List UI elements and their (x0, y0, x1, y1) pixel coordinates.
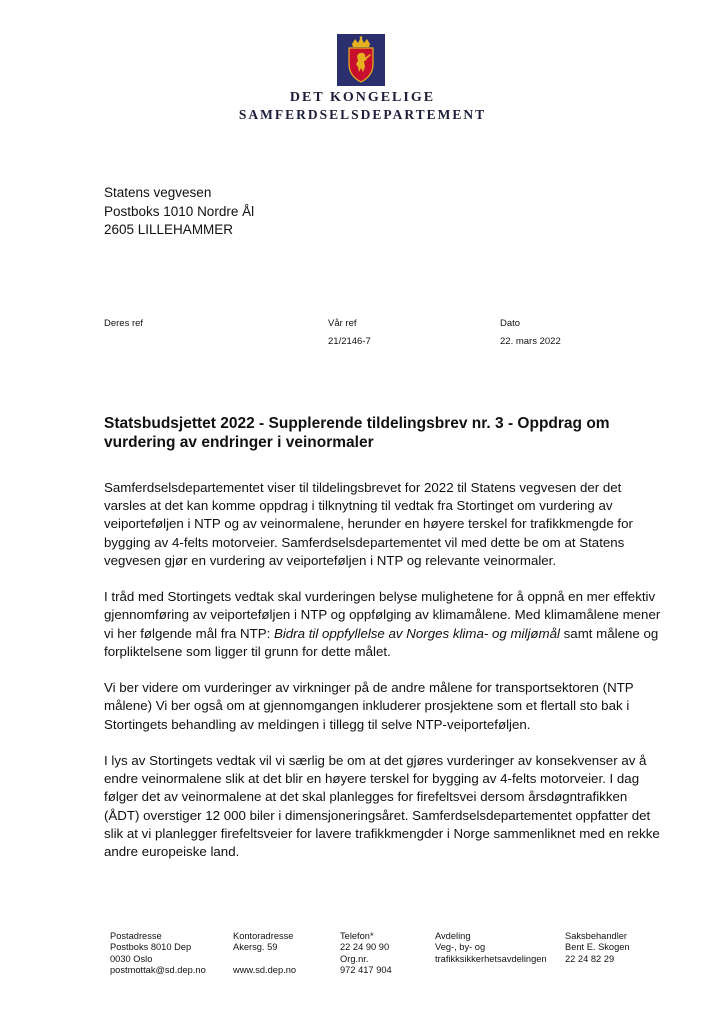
paragraph-2-text-b: samt målene og forpliktelsene som ligger til grunn for dette målet. (104, 625, 659, 659)
paragraph-1: Samferdselsdepartementet viser til tildelingsbrevet for 2022 til Statens vegvesen der det varsles at det kan komme oppdrag i tilknytning til vedtak fra Stortinget om vurdering av veiporteføljen i NTP og av veinormalene, herunder en høyere terskel for trafikkmengde for bygging av 4-felts motorveier. Samferdselsdepartementet vil med dette be om at Statens vegvesen gjør en vurdering av veiporteføljen i NTP og relevante veinormaler. (104, 480, 633, 568)
ref-dato-value: 22. mars 2022 (500, 336, 561, 347)
recipient-name: Statens vegvesen (104, 185, 212, 200)
footer-value: 22 24 82 29 (565, 953, 615, 964)
footer-department (435, 931, 547, 965)
paragraph-2-quote: Bidra til oppfyllelse av Norges klima- og miljømål (273, 625, 560, 641)
footer-case-officer (565, 931, 630, 965)
footer-label: Org.nr. (340, 953, 369, 964)
footer-office-address (233, 931, 296, 976)
footer-value: Veg-, by- og (435, 942, 486, 953)
letter-title: Statsbudsjettet 2022 - Supplerende tildelingsbrev nr. 3 - Oppdrag om vurdering av endringer i veinormaler (104, 415, 610, 451)
recipient-postal: 2605 LILLEHAMMER (104, 222, 234, 237)
footer-label: Postadresse (110, 931, 162, 941)
footer-value: Bent E. Skogen (565, 942, 630, 953)
paragraph-3: Vi ber videre om vurderinger av virkninger på de andre målene for transportsektoren (NTP målene) Vi ber også om at gjennomgangen inkluderer prosjektene som et flertall sto bak i Stortingets behandling av meldingen i tillegg til selve NTP-veiporteføljen. (104, 680, 634, 732)
letterhead-line1: DET KONGELIGE (289, 90, 436, 105)
footer-website: www.sd.dep.no (233, 964, 297, 975)
ref-deres-label: Deres ref (104, 318, 144, 329)
footer-value: 972 417 904 (340, 964, 392, 975)
letter-body (104, 479, 664, 879)
footer-postal-address (110, 931, 206, 976)
recipient-street: Postboks 1010 Nordre Ål (104, 203, 255, 219)
footer-label: Kontoradresse (233, 931, 294, 941)
ref-var-label: Vår ref (328, 318, 357, 329)
ref-deres (104, 318, 143, 336)
footer-value: trafikksikkerhetsavdelingen (435, 953, 547, 964)
ref-var-value: 21/2146-7 (328, 336, 371, 347)
footer-value (233, 954, 296, 965)
paragraph-2 (104, 588, 664, 661)
footer-value: 22 24 90 90 (340, 942, 390, 953)
department-name (230, 89, 495, 123)
footer-email: postmottak@sd.dep.no (110, 964, 206, 975)
footer-value: 0030 Oslo (110, 953, 153, 964)
letterhead-line2: SAMFERDSELSDEPARTEMENT (238, 107, 487, 122)
paragraph-2-text-a: I tråd med Stortingets vedtak skal vurderingen belyse mulighetene for å oppnå en mer effektiv gjennomføring av veiporteføljen i NTP og oppfølging av klimamålene. Med klimamålene mener vi her følgende mål fra NTP: (104, 589, 661, 641)
footer-label: Telefon* (340, 931, 374, 941)
footer-value: Akersg. 59 (233, 942, 278, 953)
paragraph-4: I lys av Stortingets vedtak vil vi særlig be om at det gjøres vurderinger av konsekvenser av å endre veinormalene slik at det blir en høyere terskel for bygging av 4-felts motorveier. I dag følger det av veinormalene at det skal planlegges for firefeltsvei dersom årsdøgntrafikken (ÅDT) overstiger 12 000 biler i dimensjoneringsåret. Samferdselsdepartementet oppfatter det slik at vi planlegger firefeltsveier for lavere trafikkmengder i Norge sammenliknet med en rekke andre europeiske land. (104, 753, 660, 860)
footer-label: Saksbehandler (565, 931, 628, 941)
ref-dato-label: Dato (500, 318, 521, 329)
footer-value: Postboks 8010 Dep (110, 942, 192, 953)
footer-phone (340, 931, 392, 976)
ref-var (328, 318, 371, 348)
ref-dato (500, 318, 561, 348)
footer-label: Avdeling (435, 931, 471, 941)
recipient-address (104, 184, 254, 240)
coat-of-arms-icon (337, 34, 385, 86)
